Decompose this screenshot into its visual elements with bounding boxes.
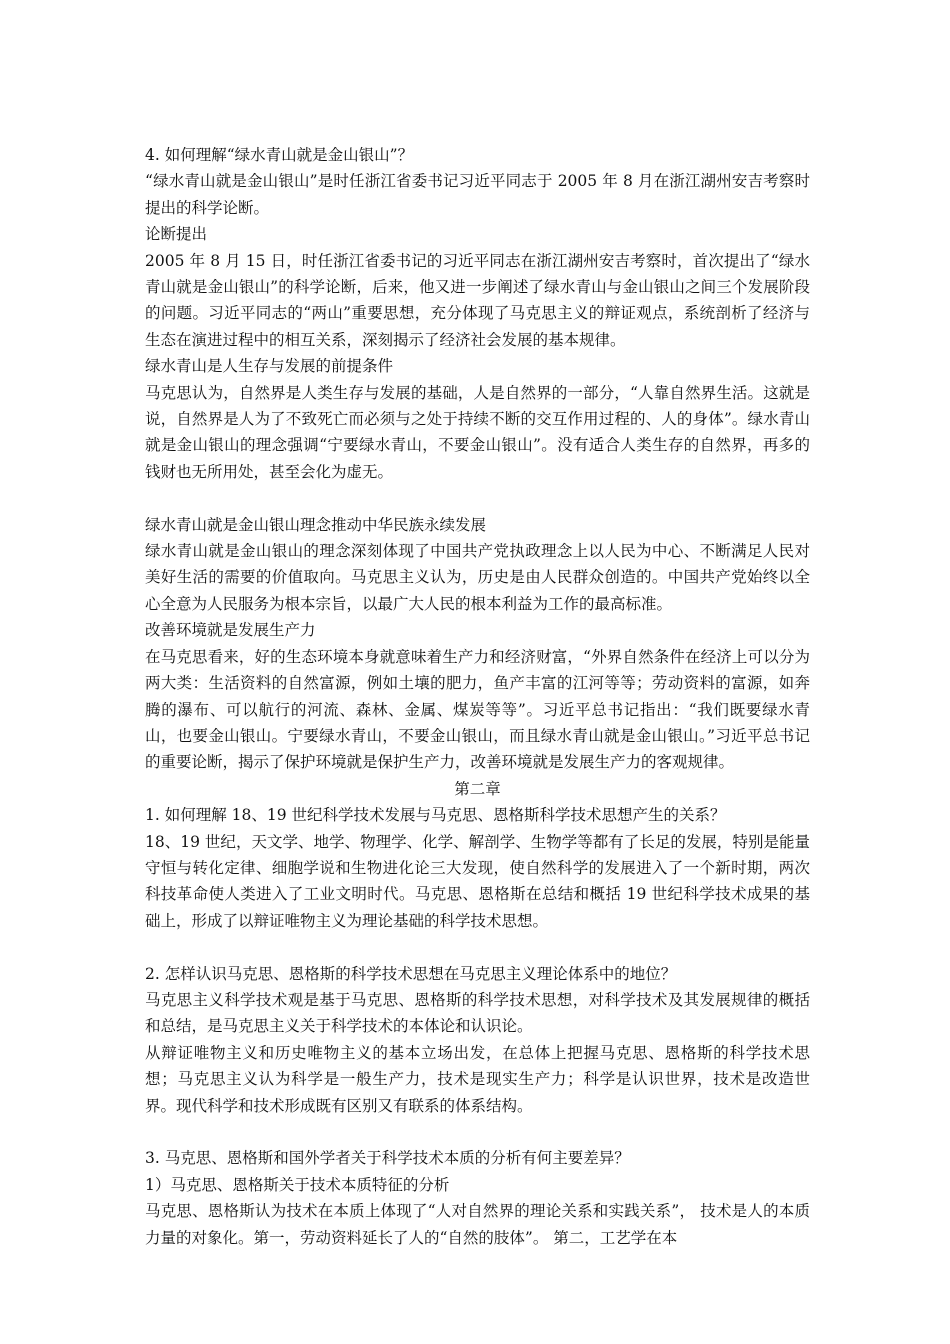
paragraph: 马克思、恩格斯认为技术在本质上体现了“人对自然界的理论关系和实践关系”， 技术是人的本质力量的对象化。第一，劳动资料延长了人的“自然的肢体”。 第二，工艺学在本 xyxy=(145,1202,810,1247)
question-heading: 4. 如何理解“绿水青山就是金山银山”？ xyxy=(145,146,414,164)
paragraph: 18、19 世纪，天文学、地学、物理学、化学、解剖学、生物学等都有了长足的发展，特别是能量守恒与转化定律、细胞学说和生物进化论三大发现，使自然科学的发展进入了一个新时期，两次科技革命使人类进入了工业文明时代。马克思、恩格斯在总结和概括 19 世纪科学技术成果的基础上，形成了以辩证唯物主义为理论基础的科学技术思想。 xyxy=(145,832,810,930)
paragraph: 2005 年 8 月 15 日，时任浙江省委书记的习近平同志在浙江湖州安吉考察时，首次提出了“绿水青山就是金山银山”的科学论断，后来，他又进一步阐述了绿水青山与金山银山之间三个发展阶段的问题。习近平同志的“两山”重要思想，充分体现了马克思主义的辩证观点，系统剖析了经济与生态在演进过程中的相互关系，深刻揭示了经济社会发展的基本规律。 xyxy=(145,251,810,349)
chapter-title: 第二章 xyxy=(454,779,501,798)
blank-line xyxy=(145,485,810,511)
paragraph: 从辩证唯物主义和历史唯物主义的基本立场出发，在总体上把握马克思、恩格斯的科学技术思想；马克思主义认为科学是一般生产力，技术是现实生产力；科学是认识世界，技术是改造世界。现代科学和技术形成既有区别又有联系的体系结构。 xyxy=(145,1043,810,1115)
section-heading: 改善环境就是发展生产力 xyxy=(145,621,316,640)
question-heading: 2. 怎样认识马克思、恩格斯的科学技术思想在马克思主义理论体系中的地位？ xyxy=(145,964,677,983)
section-heading: 1）马克思、恩格斯关于技术本质特征的分析 xyxy=(145,1175,450,1194)
document-page xyxy=(145,142,810,1251)
paragraph: 马克思主义科学技术观是基于马克思、恩格斯的科学技术思想，对科学技术及其发展规律的概括和总结，是马克思主义关于科学技术的本体论和认识论。 xyxy=(145,990,810,1036)
paragraph: 在马克思看来，好的生态环境本身就意味着生产力和经济财富，“外界自然条件在经济上可以分为两大类：生活资料的自然富源，例如土壤的肥力，鱼产丰富的江河等等；劳动资料的富源，如奔腾的瀑布、可以航行的河流、森林、金属、煤炭等等”。习近平总书记指出：“我们既要绿水青山，也要金山银山。宁要绿水青山，不要金山银山，而且绿水青山就是金山银山。”习近平总书记的重要论断，揭示了保护环境就是保护生产力，改善环境就是发展生产力的客观规律。 xyxy=(145,647,810,772)
paragraph: 绿水青山就是金山银山的理念深刻体现了中国共产党执政理念上以人民为中心、不断满足人民对美好生活的需要的价值取向。马克思主义认为，历史是由人民群众创造的。中国共产党始终以全心全意为人民服务为根本宗旨，以最广大人民的根本利益为工作的最高标准。 xyxy=(145,542,810,613)
section-heading: 论断提出 xyxy=(145,225,208,244)
question-heading: 3. 马克思、恩格斯和国外学者关于科学技术本质的分析有何主要差异？ xyxy=(145,1149,630,1168)
section-heading: 绿水青山是人生存与发展的前提条件 xyxy=(145,357,394,376)
blank-line xyxy=(145,934,810,960)
question-heading: 1. 如何理解 18、19 世纪科学技术发展与马克思、恩格斯科学技术思想产生的关系？ xyxy=(145,806,726,825)
section-heading: 绿水青山就是金山银山理念推动中华民族永续发展 xyxy=(145,515,487,534)
paragraph: 马克思认为，自然界是人类生存与发展的基础，人是自然界的一部分，“人靠自然界生活。这就是说，自然界是人为了不致死亡而必须与之处于持续不断的交互作用过程的、人的身体”。绿水青山就是金山银山的理念强调“宁要绿水青山，不要金山银山”。没有适合人类生存的自然界，再多的钱财也无所用处，甚至会化为虚无。 xyxy=(145,383,810,481)
paragraph: “绿水青山就是金山银山”是时任浙江省委书记习近平同志于 2005 年 8 月在浙江湖州安吉考察时提出的科学论断。 xyxy=(145,172,810,217)
blank-line xyxy=(145,1119,810,1145)
